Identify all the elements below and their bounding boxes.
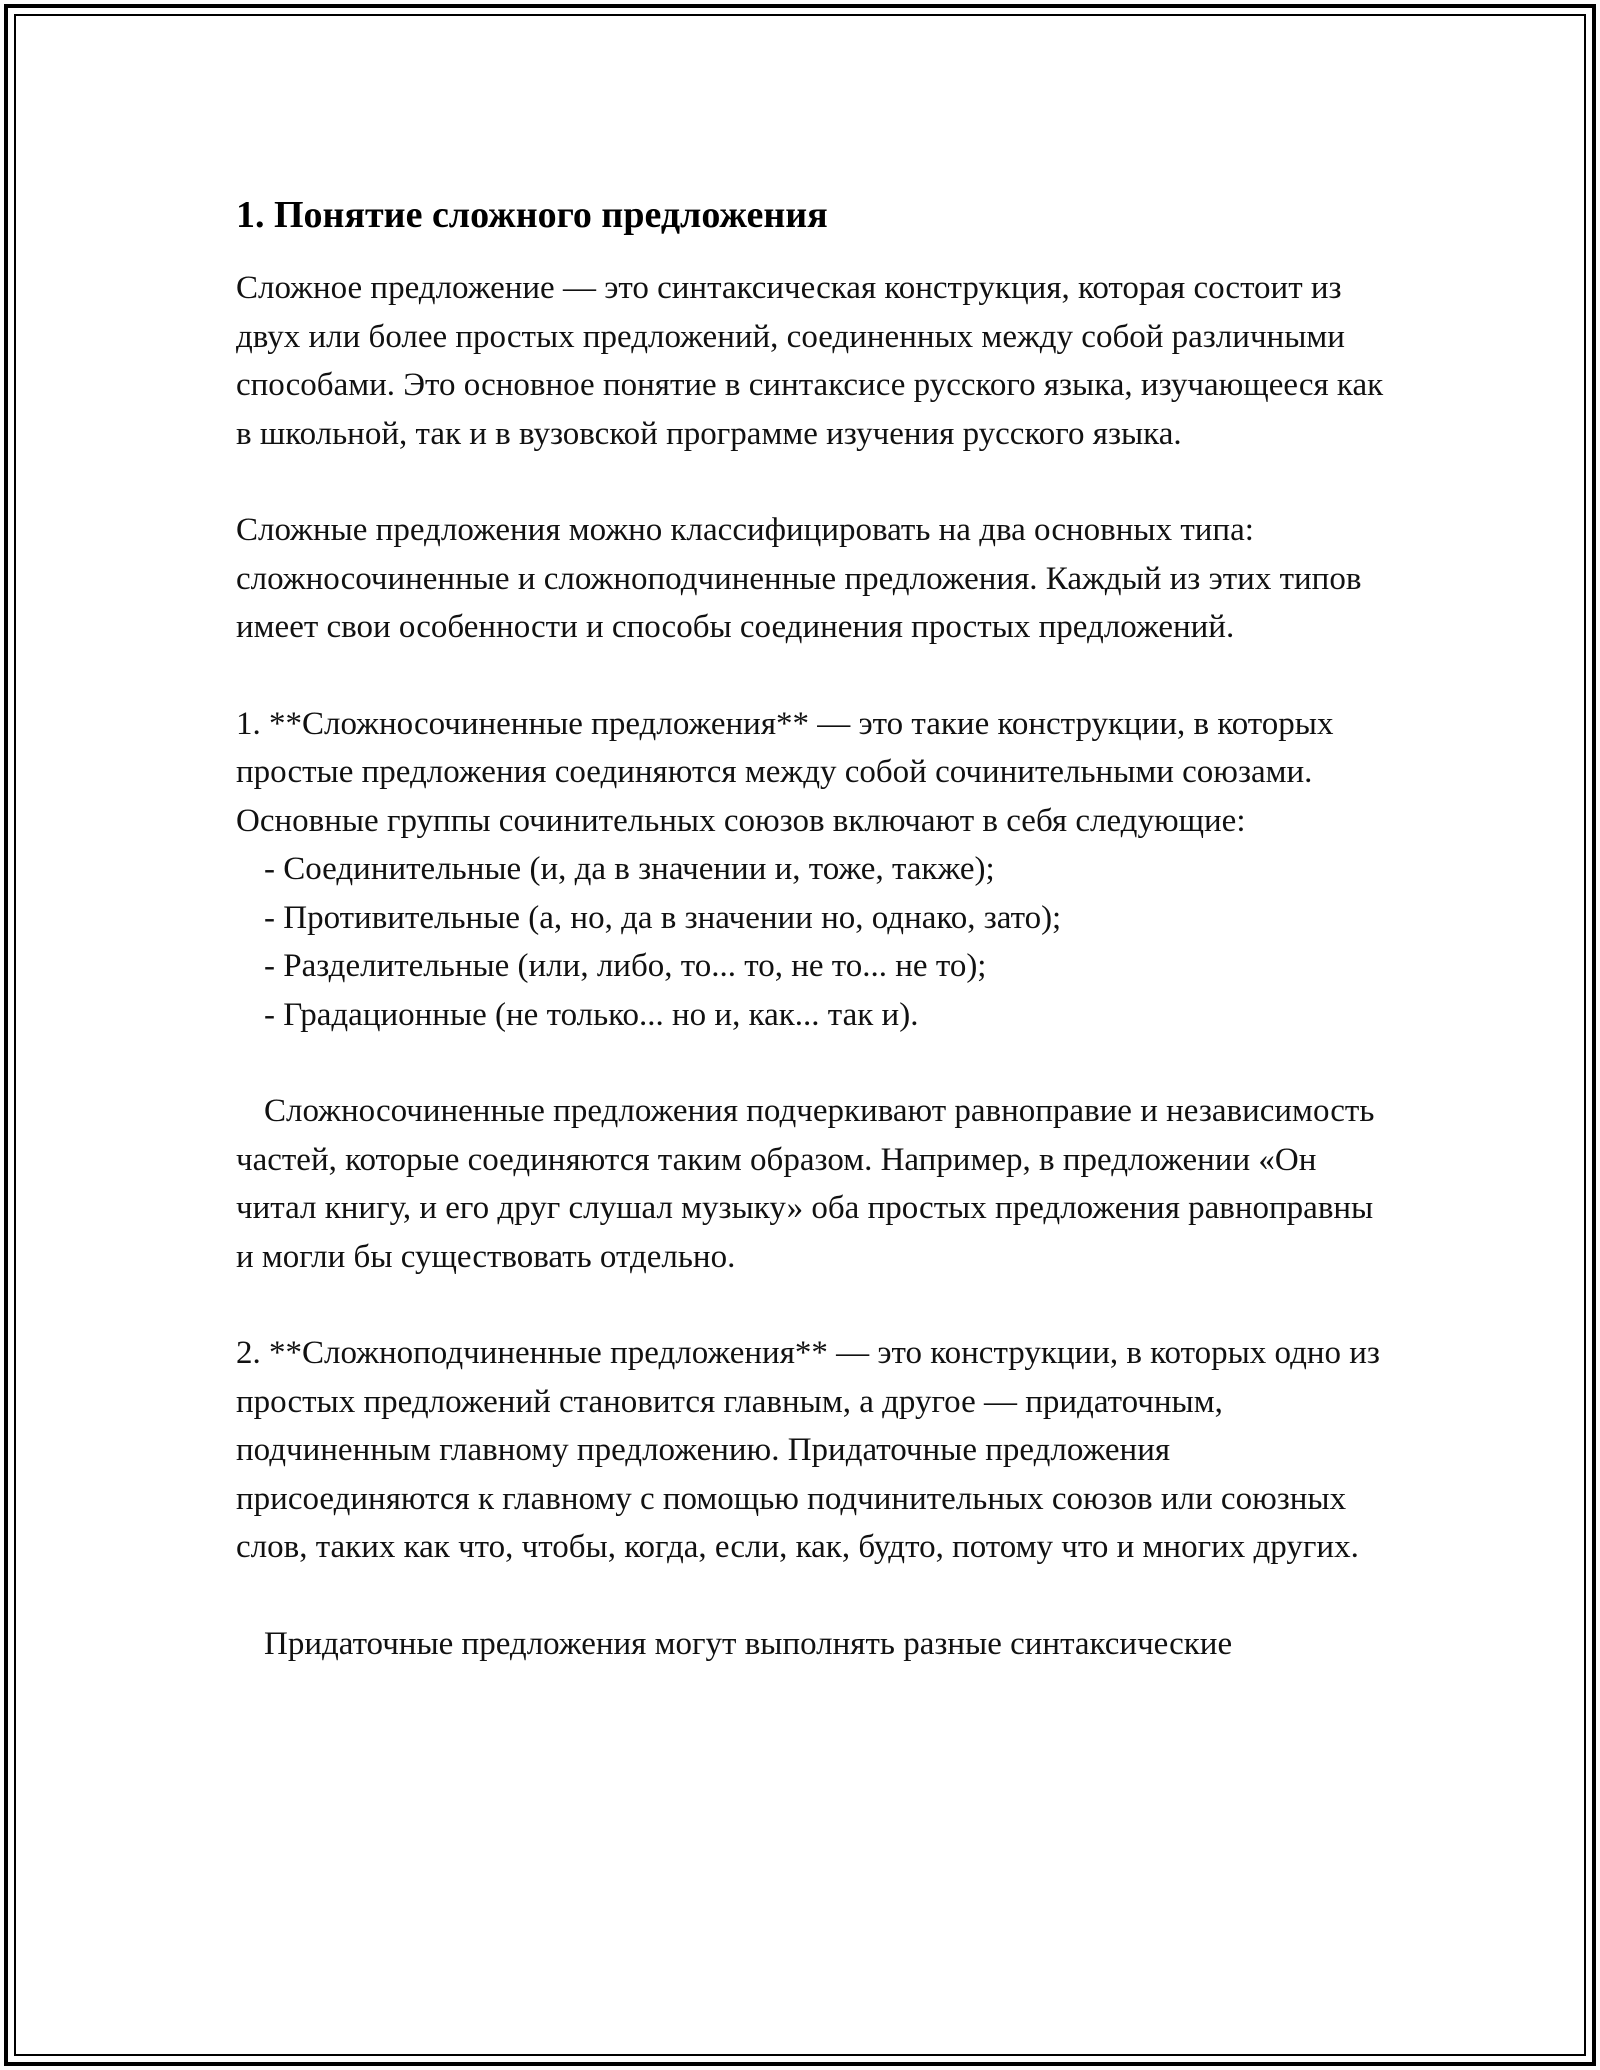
paragraph-subordinating: 2. **Сложноподчиненные предложения** — это конструкции, в которых одно из простых предложений становится главным, а другое — придаточным, подчиненным главному предложению. Придаточные предложения присоединяются к главному с помощью подчинительных союзов или союзных слов, таких как что, чтобы, когда, если, как, будто, потому что и многих других. [236,1335,1389,1565]
list-item: - Противительные (а, но, да в значении но, однако, зато); [264,899,1062,936]
paragraph-classification: Сложные предложения можно классифицировать на два основных типа: сложносочиненные и сложноподчиненные предложения. Каждый из этих типов имеет свои особенности и способы соединения простых предложений. [236,512,1370,645]
paragraph-subordinate-functions: Придаточные предложения могут выполнять разные синтаксические [264,1625,1233,1662]
document-body [236,186,1392,1668]
coordinating-section [236,700,1386,1040]
paragraph-definition: Сложное предложение — это синтаксическая конструкция, которая состоит из двух или более простых предложений, соединенных между собой различными способами. Это основное понятие в синтаксисе русского языка, изучающееся как в школьной, так и в вузовской программе изучения русского языка. [236,270,1392,452]
conjunction-group-list [236,845,1386,1039]
list-item: - Разделительные (или, либо, то... то, не то... не то); [264,948,987,984]
paragraph-coordinating-example: Сложносочиненные предложения подчеркивают равноправие и независимость частей, которые соединяются таким образом. Например, в предложении «Он читал книгу, и его друг слушал музыку» оба простых предложения равноправны и могли бы существовать отдельно. [236,1093,1383,1275]
paragraph-coordinating-intro: 1. **Сложносочиненные предложения** — это такие конструкции, в которых простые предложения соединяются между собой сочинительными союзами. Основные группы сочинительных союзов включают в себя следующие: [236,705,1342,839]
section-heading: 1. Понятие сложного предложения [236,194,828,236]
list-item: - Градационные (не только... но и, как... так и). [264,996,919,1033]
list-item: - Соединительные (и, да в значении и, тоже, также); [264,851,995,887]
